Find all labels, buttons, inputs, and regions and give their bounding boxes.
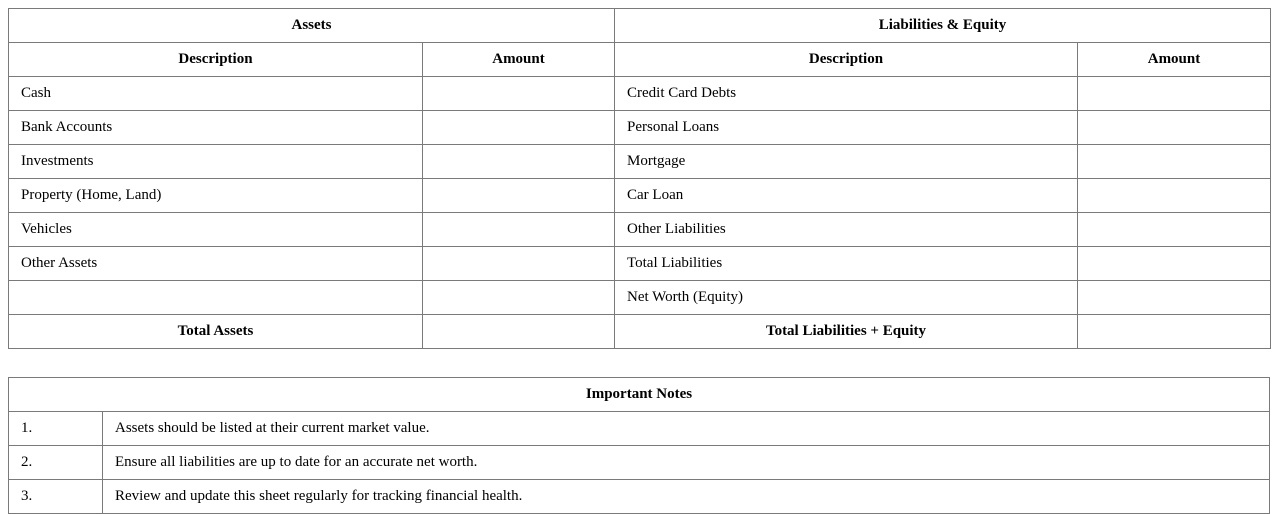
liability-description: Credit Card Debts xyxy=(615,77,1078,111)
total-liabilities-equity-amount-cell[interactable] xyxy=(1078,315,1271,349)
asset-description xyxy=(9,281,423,315)
liability-amount-cell[interactable] xyxy=(1078,281,1271,315)
asset-description: Bank Accounts xyxy=(9,111,423,145)
note-text: Assets should be listed at their current market value. xyxy=(103,412,1270,446)
asset-description: Cash xyxy=(9,77,423,111)
liability-amount-cell[interactable] xyxy=(1078,111,1271,145)
note-text: Ensure all liabilities are up to date for an accurate net worth. xyxy=(103,446,1270,480)
liabilities-equity-header: Liabilities & Equity xyxy=(615,9,1271,43)
total-liabilities-equity-label: Total Liabilities + Equity xyxy=(615,315,1078,349)
notes-title: Important Notes xyxy=(9,378,1270,412)
table-row xyxy=(9,247,1271,281)
list-item xyxy=(9,446,1270,480)
table-row xyxy=(9,145,1271,179)
balance-sheet-table xyxy=(8,8,1271,349)
assets-amount-header: Amount xyxy=(423,43,615,77)
table-row xyxy=(9,213,1271,247)
asset-description: Property (Home, Land) xyxy=(9,179,423,213)
liability-description: Net Worth (Equity) xyxy=(615,281,1078,315)
liability-amount-cell[interactable] xyxy=(1078,77,1271,111)
notes-header-row xyxy=(9,378,1270,412)
liability-amount-cell[interactable] xyxy=(1078,145,1271,179)
list-item xyxy=(9,480,1270,514)
totals-row xyxy=(9,315,1271,349)
note-number: 1. xyxy=(9,412,103,446)
asset-amount-cell[interactable] xyxy=(423,247,615,281)
list-item xyxy=(9,412,1270,446)
liability-amount-cell[interactable] xyxy=(1078,179,1271,213)
notes-table xyxy=(8,377,1270,514)
liability-amount-cell[interactable] xyxy=(1078,213,1271,247)
section-header-row xyxy=(9,9,1271,43)
liabilities-description-header: Description xyxy=(615,43,1078,77)
liability-amount-cell[interactable] xyxy=(1078,247,1271,281)
note-text: Review and update this sheet regularly for tracking financial health. xyxy=(103,480,1270,514)
asset-description: Other Assets xyxy=(9,247,423,281)
liability-description: Other Liabilities xyxy=(615,213,1078,247)
table-row xyxy=(9,111,1271,145)
liability-description: Personal Loans xyxy=(615,111,1078,145)
liabilities-amount-header: Amount xyxy=(1078,43,1271,77)
column-header-row xyxy=(9,43,1271,77)
asset-amount-cell[interactable] xyxy=(423,179,615,213)
assets-header: Assets xyxy=(9,9,615,43)
total-assets-amount-cell[interactable] xyxy=(423,315,615,349)
liability-description: Car Loan xyxy=(615,179,1078,213)
note-number: 3. xyxy=(9,480,103,514)
assets-description-header: Description xyxy=(9,43,423,77)
liability-description: Total Liabilities xyxy=(615,247,1078,281)
asset-description: Vehicles xyxy=(9,213,423,247)
asset-amount-cell[interactable] xyxy=(423,77,615,111)
table-row xyxy=(9,77,1271,111)
asset-amount-cell[interactable] xyxy=(423,145,615,179)
note-number: 2. xyxy=(9,446,103,480)
liability-description: Mortgage xyxy=(615,145,1078,179)
table-row xyxy=(9,179,1271,213)
asset-amount-cell[interactable] xyxy=(423,281,615,315)
asset-description: Investments xyxy=(9,145,423,179)
total-assets-label: Total Assets xyxy=(9,315,423,349)
table-row xyxy=(9,281,1271,315)
asset-amount-cell[interactable] xyxy=(423,213,615,247)
asset-amount-cell[interactable] xyxy=(423,111,615,145)
